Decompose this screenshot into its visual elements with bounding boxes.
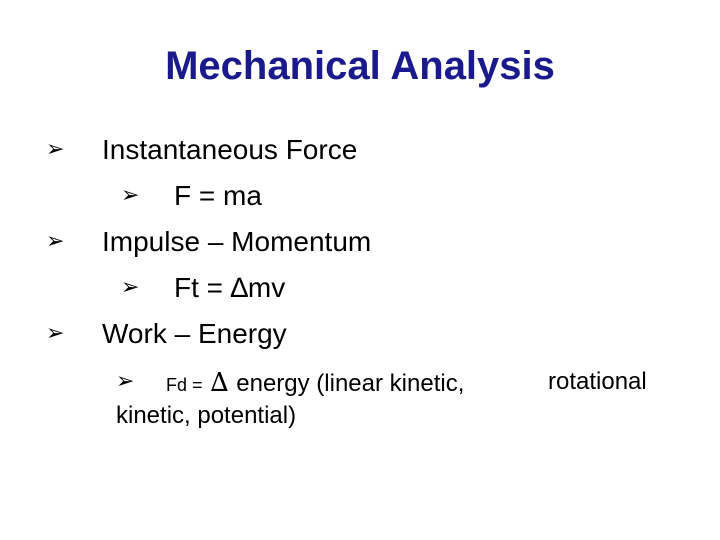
- rotational-text: rotational: [548, 368, 647, 395]
- bullet-arrow-icon: ➢: [46, 137, 65, 162]
- energy-text: energy (linear kinetic,: [236, 370, 465, 397]
- bullet-instantaneous-force: Instantaneous Force: [102, 134, 358, 165]
- bullet-arrow-icon: ➢: [46, 321, 65, 346]
- bullet-work-energy: Work – Energy: [102, 318, 287, 349]
- sub-bullet-f-ma: F = ma: [174, 180, 262, 211]
- sub-bullet-arrow-icon: ➢: [121, 183, 140, 208]
- slide-title: Mechanical Analysis: [165, 44, 555, 88]
- fd-prefix: Fd =: [166, 375, 203, 395]
- sub-bullet-arrow-icon: ➢: [121, 275, 140, 300]
- sub-bullet-arrow-icon: ➢: [116, 369, 135, 394]
- bullet-arrow-icon: ➢: [46, 229, 65, 254]
- delta-symbol: ∆: [210, 368, 229, 398]
- sub-bullet-fd-energy: [166, 366, 464, 401]
- bullet-impulse-momentum: Impulse – Momentum: [102, 226, 372, 257]
- sub-bullet-ft-dmv: Ft = ∆mv: [174, 272, 286, 303]
- energy-text-continued: kinetic, potential): [116, 402, 297, 429]
